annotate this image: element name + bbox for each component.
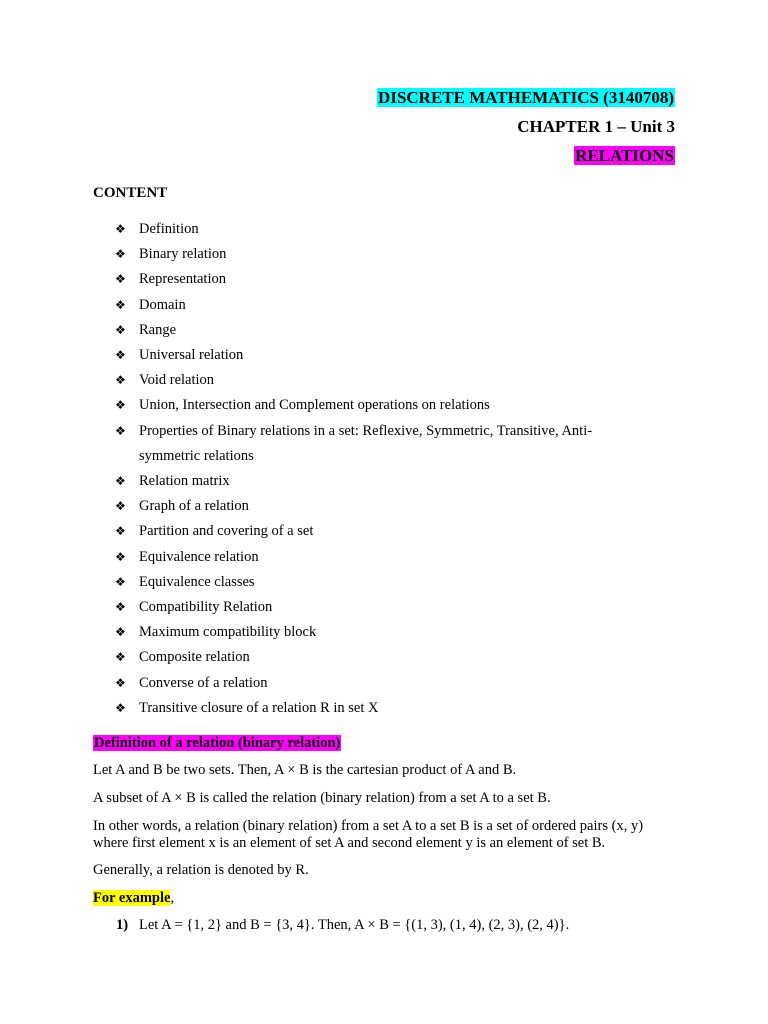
content-list-item (115, 671, 635, 696)
diamond-bullet-icon: ❖ (115, 474, 126, 489)
diamond-bullet-icon: ❖ (115, 272, 126, 287)
paragraph-ordered-pairs (93, 818, 683, 852)
definition-heading-text: Definition of a relation (binary relation) (94, 735, 341, 751)
content-list-item (115, 494, 635, 519)
content-list-item (115, 217, 635, 242)
content-list-item-label: Properties of Binary relations in a set: Reflexive, Symmetric, Transitive, Anti- (139, 422, 593, 439)
content-list-item-label: Definition (139, 221, 199, 237)
paragraph-ordered-pairs-line-2: where first element x is an element of set A and second element y is an element of set B. (93, 835, 606, 851)
content-list-item-label: Maximum compatibility block (139, 624, 317, 641)
diamond-bullet-icon: ❖ (115, 373, 126, 388)
content-list-item-label: Compatibility Relation (139, 599, 273, 616)
content-list-item-label: Composite relation (139, 649, 250, 666)
content-list-item-label: Void relation (139, 372, 215, 389)
definition-heading (93, 735, 683, 752)
course-title-text: DISCRETE MATHEMATICS (3140708) (378, 88, 674, 107)
content-list-item-label: Binary relation (139, 246, 227, 263)
paragraph-cartesian: Let A and B be two sets. Then, A × B is the cartesian product of A and B. (93, 762, 517, 778)
content-list-item (115, 242, 635, 267)
diamond-bullet-icon: ❖ (115, 499, 126, 514)
content-list-item (115, 645, 635, 670)
example-label-suffix: , (170, 890, 175, 906)
diamond-bullet-icon: ❖ (115, 524, 126, 539)
content-list-item-label: Range (139, 321, 177, 338)
topic-title-text: RELATIONS (575, 146, 674, 165)
chapter-title-text: CHAPTER 1 – Unit 3 (517, 117, 675, 136)
content-list-item-label: symmetric relations (139, 447, 254, 464)
paragraph-subset: A subset of A × B is called the relation (binary relation) from a set A to a set B. (93, 790, 551, 806)
topic-title (574, 146, 675, 166)
content-list-item (115, 267, 635, 292)
content-list-item (115, 469, 635, 494)
content-list-item-label: Transitive closure of a relation R in set X (139, 699, 379, 716)
course-title (377, 88, 675, 108)
diamond-bullet-icon: ❖ (115, 675, 126, 690)
content-list-item (115, 419, 635, 444)
content-list-item (115, 570, 635, 595)
paragraph-ordered-pairs-line-1: In other words, a relation (binary relation) from a set A to a set B is a set of ordered pairs (x, y) (93, 818, 644, 834)
diamond-bullet-icon: ❖ (115, 700, 126, 715)
content-list-item-label: Universal relation (139, 347, 244, 364)
content-list-item-label: Relation matrix (139, 473, 230, 490)
example-1 (116, 917, 706, 934)
content-heading: CONTENT (93, 185, 168, 201)
diamond-bullet-icon: ❖ (115, 222, 126, 236)
content-list-item-continuation (115, 444, 635, 469)
content-list-item-label: Representation (139, 271, 226, 288)
content-list-item-label: Union, Intersection and Complement operations on relations (139, 397, 490, 414)
content-list-item (115, 620, 635, 645)
content-list-item-label: Equivalence relation (139, 548, 259, 565)
example-number: 1) (116, 917, 129, 933)
content-list-item (115, 545, 635, 570)
diamond-bullet-icon: ❖ (115, 650, 126, 665)
content-list-item-label: Domain (139, 296, 186, 313)
diamond-bullet-icon: ❖ (115, 247, 126, 262)
diamond-bullet-icon: ❖ (115, 348, 126, 363)
content-list-item (115, 343, 635, 368)
content-list-item (115, 368, 635, 393)
content-list-item (115, 519, 635, 544)
content-list-item-label: Converse of a relation (139, 674, 268, 691)
content-list-item (115, 293, 635, 318)
diamond-bullet-icon: ❖ (115, 322, 126, 337)
diamond-bullet-icon: ❖ (115, 423, 126, 438)
example-label (93, 890, 683, 907)
content-list-item-label: Graph of a relation (139, 498, 249, 515)
chapter-title (517, 117, 675, 137)
diamond-bullet-icon: ❖ (115, 600, 126, 615)
diamond-bullet-icon: ❖ (115, 549, 126, 564)
paragraph-notation: Generally, a relation is denoted by R. (93, 862, 309, 878)
diamond-bullet-icon: ❖ (115, 574, 126, 589)
diamond-bullet-icon: ❖ (115, 398, 126, 413)
content-list-item (115, 318, 635, 343)
content-list-item (115, 696, 635, 721)
example-1-text: Let A = {1, 2} and B = {3, 4}. Then, A × B = {(1, 3), (1, 4), (2, 3), (2, 4)}. (139, 917, 570, 933)
content-list-item-label: Equivalence classes (139, 573, 255, 590)
example-label-text: For example (93, 890, 171, 906)
content-list-item-label: Partition and covering of a set (139, 523, 314, 540)
diamond-bullet-icon: ❖ (115, 297, 126, 312)
content-list-item (115, 595, 635, 620)
content-list (115, 217, 635, 721)
content-list-item (115, 393, 635, 418)
diamond-bullet-icon: ❖ (115, 625, 126, 640)
